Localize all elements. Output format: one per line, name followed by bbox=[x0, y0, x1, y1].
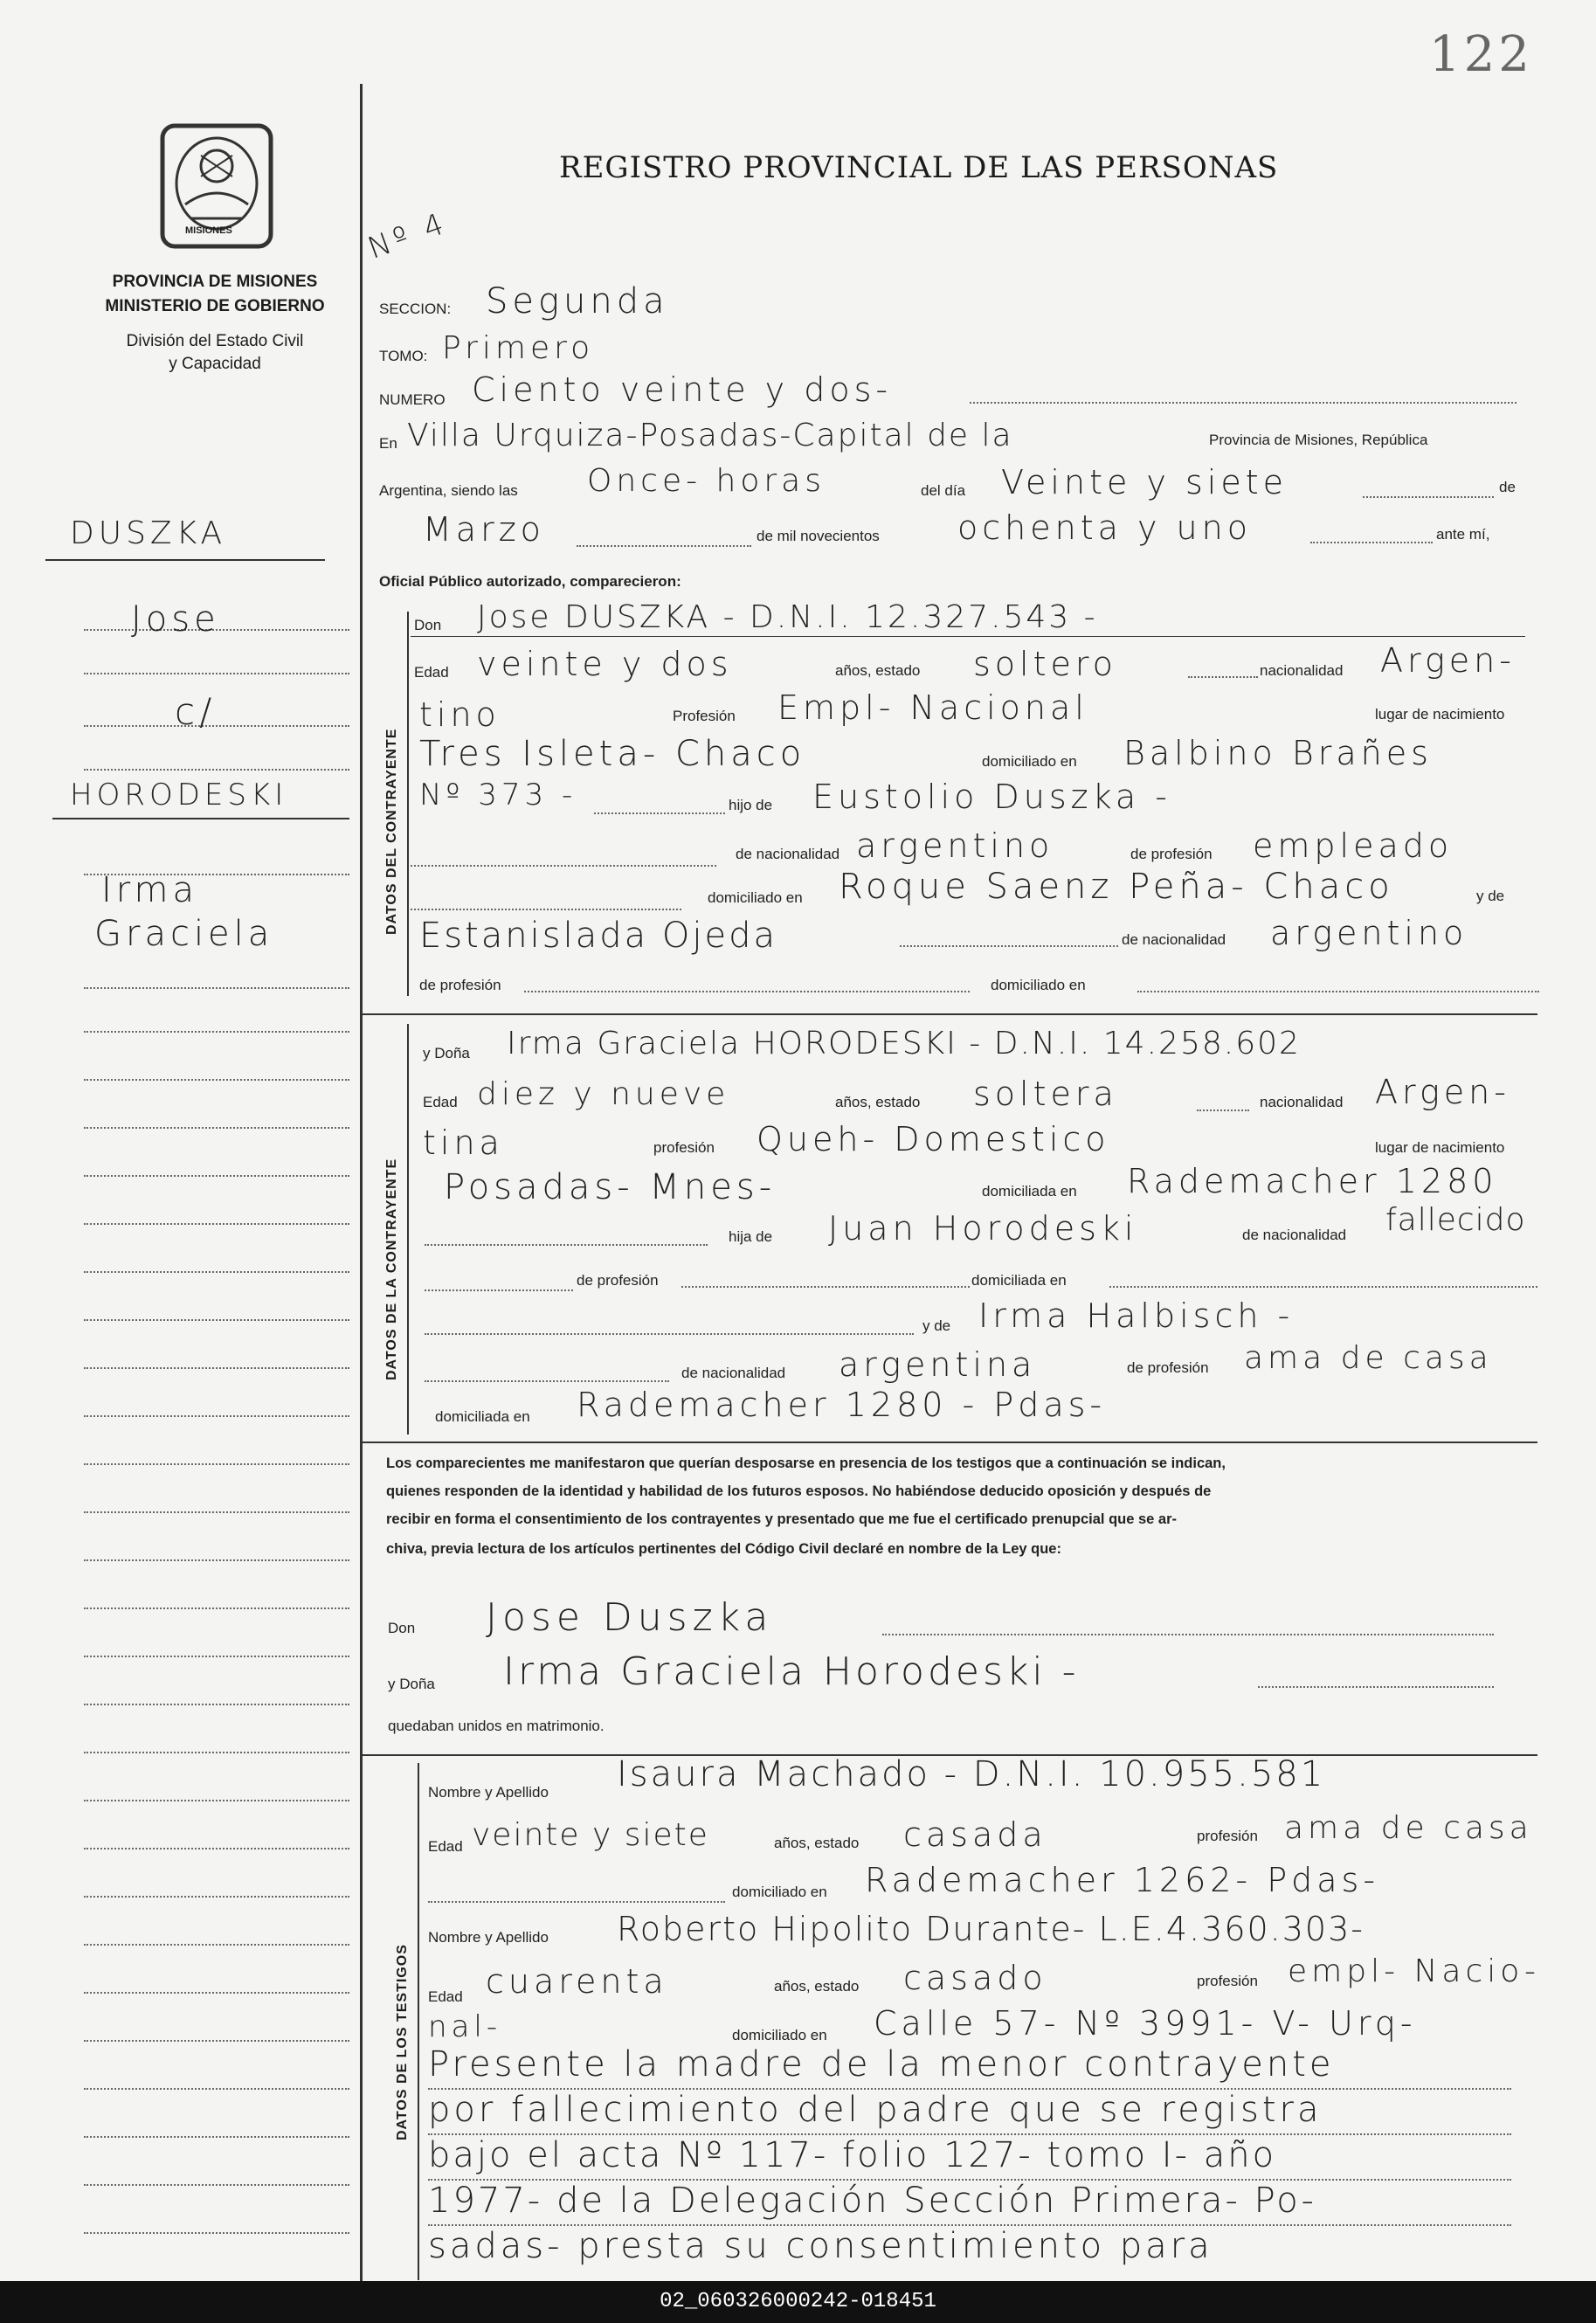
anio-value: ochenta y uno bbox=[957, 508, 1252, 547]
oficial-label: Oficial Público autorizado, comparecieron: bbox=[379, 573, 681, 590]
profesion-label-4: profesión bbox=[1197, 1973, 1258, 1989]
nacionalidad-label-2: nacionalidad bbox=[1260, 1094, 1344, 1110]
contrayenta-nombre: Irma Graciela HORODESKI - D.N.I. 14.258.602 bbox=[507, 1026, 1301, 1061]
lugar-nacimiento-label-2: lugar de nacimiento bbox=[1375, 1139, 1505, 1156]
anos-estado-label-2: años, estado bbox=[835, 1094, 921, 1110]
margin-conj: c/ bbox=[175, 690, 217, 733]
testigo1-domicilio: Rademacher 1262- Pdas- bbox=[865, 1861, 1380, 1899]
margin-name-1: Jose bbox=[131, 599, 220, 640]
ministry-label: MINISTERIO DE GOBIERNO bbox=[105, 297, 325, 315]
division-label-1: División del Estado Civil bbox=[126, 332, 304, 350]
observacion-line-2: por fallecimiento del padre que se registra bbox=[428, 2090, 1323, 2130]
y-de-label-1: y de bbox=[1476, 888, 1505, 904]
hijo-de-label: hijo de bbox=[729, 797, 773, 813]
domiciliada-label-3: domiciliada en bbox=[435, 1408, 530, 1425]
edad-label-2: Edad bbox=[423, 1094, 458, 1110]
y-dona-label-1: y Doña bbox=[423, 1045, 470, 1061]
hora-value: Once- horas bbox=[587, 463, 826, 499]
contrayente-padre-domicilio: Roque Saenz Peña- Chaco bbox=[839, 867, 1394, 907]
y-dona-label-2: y Doña bbox=[388, 1676, 435, 1692]
tomo-label: TOMO: bbox=[379, 348, 428, 364]
domiciliada-label-2: domiciliada en bbox=[971, 1272, 1067, 1289]
domiciliado-label-3: domiciliado en bbox=[991, 977, 1086, 993]
contrayente-madre-nacionalidad: argentino bbox=[1270, 914, 1468, 952]
contrayente-padre-nacionalidad: argentino bbox=[856, 826, 1054, 865]
margin-name-2a: Irma bbox=[101, 870, 199, 910]
argentina-label: Argentina, siendo las bbox=[379, 482, 518, 499]
nombre-apellido-label-1: Nombre y Apellido bbox=[428, 1784, 549, 1801]
contrayenta-madre-profesion: ama de casa bbox=[1244, 1340, 1493, 1376]
testigo2-profesion-2: nal- bbox=[428, 2009, 502, 2044]
de-profesion-label-4: de profesión bbox=[1127, 1359, 1209, 1376]
dia-value: Veinte y siete bbox=[1001, 463, 1289, 501]
edad-label-3: Edad bbox=[428, 1838, 463, 1855]
testigo2-domicilio: Calle 57- Nº 3991- V- Urq- bbox=[874, 2004, 1417, 2043]
contrayenta-padre: Juan Horodeski bbox=[828, 1209, 1138, 1248]
nombre-apellido-label-2: Nombre y Apellido bbox=[428, 1929, 549, 1946]
contrayente-madre: Estanislada Ojeda bbox=[419, 916, 777, 956]
de-mil-label: de mil novecientos bbox=[757, 528, 880, 544]
contrayenta-madre-nacionalidad: argentina bbox=[839, 1345, 1037, 1384]
hija-de-label: hija de bbox=[729, 1228, 773, 1245]
contrayente-nombre: Jose DUSZKA - D.N.I. 12.327.543 - bbox=[477, 599, 1098, 635]
page-title: REGISTRO PROVINCIAL DE LAS PERSONAS bbox=[559, 150, 1279, 185]
de-profesion-label-3: de profesión bbox=[577, 1272, 659, 1289]
contrayenta-madre-domicilio: Rademacher 1280 - Pdas- bbox=[577, 1386, 1107, 1424]
contrayente-lugar-nacimiento: Tres Isleta- Chaco bbox=[419, 734, 806, 774]
datos-contrayenta-label: DATOS DE LA CONTRAYENTE bbox=[384, 1158, 399, 1380]
anos-estado-label-1: años, estado bbox=[835, 662, 921, 679]
testigo1-nombre: Isaura Machado - D.N.I. 10.955.581 bbox=[617, 1754, 1326, 1794]
contrayente-nacionalidad-1: Argen- bbox=[1380, 641, 1516, 680]
profesion-label-1: Profesión bbox=[673, 708, 736, 724]
page-number: 122 bbox=[1429, 26, 1533, 83]
contrayenta-nacionalidad-1: Argen- bbox=[1375, 1073, 1510, 1111]
province-label: PROVINCIA DE MISIONES bbox=[112, 273, 318, 291]
contrayenta-edad: diez y nueve bbox=[477, 1076, 730, 1112]
contrayente-profesion: Empl- Nacional bbox=[777, 688, 1088, 727]
domiciliado-label-2: domiciliado en bbox=[708, 889, 803, 906]
don-label-2: Don bbox=[388, 1620, 416, 1636]
contrayente-domicilio-1: Balbino Brañes bbox=[1123, 734, 1433, 772]
testigo2-nombre: Roberto Hipolito Durante- L.E.4.360.303- bbox=[617, 1910, 1365, 1948]
tomo-value: Primero bbox=[442, 330, 595, 366]
domiciliado-label-1: domiciliado en bbox=[982, 753, 1077, 770]
testigos-divider bbox=[418, 1763, 419, 2280]
numero-label: NUMERO bbox=[379, 391, 446, 408]
testigo1-edad: veinte y siete bbox=[472, 1817, 709, 1853]
observacion-line-5: sadas- presta su consentimiento para bbox=[428, 2226, 1213, 2266]
testigo1-profesion: ama de casa bbox=[1284, 1810, 1533, 1846]
de-profesion-label-1: de profesión bbox=[1130, 846, 1213, 862]
de-nacionalidad-label-1: de nacionalidad bbox=[736, 846, 840, 862]
contrayente-edad: veinte y dos bbox=[477, 645, 733, 683]
contrayente-padre-profesion: empleado bbox=[1253, 826, 1454, 865]
margin-surname-2-underline bbox=[52, 818, 349, 819]
observacion-line-4: 1977- de la Delegación Sección Primera- Po- bbox=[428, 2181, 1316, 2221]
edad-label-1: Edad bbox=[414, 664, 449, 681]
datos-contrayente-label: DATOS DEL CONTRAYENTE bbox=[384, 728, 399, 935]
seal-text: MISIONES bbox=[185, 225, 232, 236]
contrayenta-estado: soltera bbox=[973, 1075, 1118, 1113]
y-de-label-2: y de bbox=[922, 1317, 951, 1334]
nacionalidad-label-1: nacionalidad bbox=[1260, 662, 1344, 679]
quedaban-label: quedaban unidos en matrimonio. bbox=[388, 1718, 605, 1734]
domiciliada-label-1: domiciliada en bbox=[982, 1183, 1077, 1200]
observacion-line-3: bajo el acta Nº 117- folio 127- tomo I- año bbox=[428, 2135, 1277, 2175]
anos-estado-label-4: años, estado bbox=[774, 1978, 860, 1995]
margin-surname-1: DUSZKA bbox=[70, 515, 227, 551]
domiciliado-label-4: domiciliado en bbox=[732, 1884, 827, 1900]
margin-surname-1-underline bbox=[45, 559, 325, 561]
seccion-value: Segunda bbox=[486, 281, 669, 321]
declaracion-don: Jose Duszka bbox=[486, 1595, 774, 1640]
legal-line-2: quienes responden de la identidad y habilidad de los futuros esposos. No habiéndose deducido oposición y después de bbox=[386, 1483, 1212, 1499]
observacion-line-1: Presente la madre de la menor contrayente bbox=[428, 2044, 1335, 2084]
contrayente-estado: soltero bbox=[973, 645, 1117, 683]
provincia-label: Provincia de Misiones, República bbox=[1209, 432, 1428, 448]
de-label: de bbox=[1499, 479, 1516, 495]
contrayenta-padre-nacionalidad: fallecido bbox=[1385, 1202, 1526, 1238]
de-profesion-label-2: de profesión bbox=[419, 977, 501, 993]
margin-name-2b: Graciela bbox=[94, 914, 274, 954]
contrayenta-profesion: Queh- Domestico bbox=[757, 1120, 1110, 1158]
contrayenta-lugar-nacimiento: Posadas- Mnes- bbox=[444, 1167, 777, 1207]
de-nacionalidad-label-4: de nacionalidad bbox=[681, 1365, 786, 1381]
contrayenta-nacionalidad-2: tina bbox=[423, 1123, 504, 1162]
don-label: Don bbox=[414, 617, 442, 633]
de-nacionalidad-label-3: de nacionalidad bbox=[1242, 1227, 1347, 1243]
en-label: En bbox=[379, 435, 397, 452]
margin-mark: Nº 4 bbox=[363, 205, 453, 266]
datos-testigos-label: DATOS DE LOS TESTIGOS bbox=[395, 1944, 410, 2140]
legal-line-4: chiva, previa lectura de los artículos pertinentes del Código Civil declaré en nombre de la Ley que: bbox=[386, 1541, 1061, 1557]
testigo2-estado: casado bbox=[903, 1959, 1047, 1997]
contrayenta-divider bbox=[407, 1024, 409, 1435]
footer-id: 02_060326000242-018451 bbox=[0, 2281, 1596, 2323]
contrayenta-domicilio: Rademacher 1280 bbox=[1127, 1162, 1498, 1200]
margin-divider bbox=[360, 84, 363, 2281]
testigo1-estado: casada bbox=[903, 1815, 1047, 1854]
declaracion-dona: Irma Graciela Horodeski - bbox=[503, 1649, 1080, 1694]
edad-label-4: Edad bbox=[428, 1988, 463, 2005]
contrayente-nacionalidad-2: tino bbox=[419, 695, 501, 734]
de-nacionalidad-label-2: de nacionalidad bbox=[1122, 931, 1226, 948]
numero-value: Ciento veinte y dos- bbox=[472, 370, 893, 409]
del-dia-label: del día bbox=[921, 482, 966, 499]
contrayenta-madre: Irma Halbisch - bbox=[978, 1296, 1295, 1335]
mes-value: Marzo bbox=[423, 510, 545, 549]
domiciliado-label-5: domiciliado en bbox=[732, 2027, 827, 2043]
anos-estado-label-3: años, estado bbox=[774, 1835, 860, 1851]
seccion-label: SECCION: bbox=[379, 301, 452, 317]
testigo2-profesion-1: empl- Nacio- bbox=[1288, 1953, 1540, 1989]
legal-line-3: recibir en forma el consentimiento de los contrayentes y presentado que me fue el certificado prenupcial que se ar- bbox=[386, 1511, 1178, 1527]
legal-line-1: Los comparecientes me manifestaron que querían desposarse en presencia de los testigos que a continuación se indican, bbox=[386, 1455, 1226, 1471]
contrayente-divider bbox=[407, 612, 409, 996]
division-label-2: y Capacidad bbox=[169, 355, 261, 373]
lugar-nacimiento-label-1: lugar de nacimiento bbox=[1375, 706, 1505, 722]
ante-mi-label: ante mí, bbox=[1436, 526, 1490, 543]
profesion-label-2: profesión bbox=[653, 1139, 715, 1156]
contrayente-padre: Eustolio Duszka - bbox=[812, 778, 1171, 816]
margin-surname-2: HORODESKI bbox=[70, 778, 288, 812]
lugar-value: Villa Urquiza-Posadas-Capital de la bbox=[407, 418, 1013, 453]
profesion-label-3: profesión bbox=[1197, 1828, 1258, 1844]
testigo2-edad: cuarenta bbox=[486, 1962, 668, 2001]
contrayente-domicilio-2: Nº 373 - bbox=[419, 778, 577, 812]
